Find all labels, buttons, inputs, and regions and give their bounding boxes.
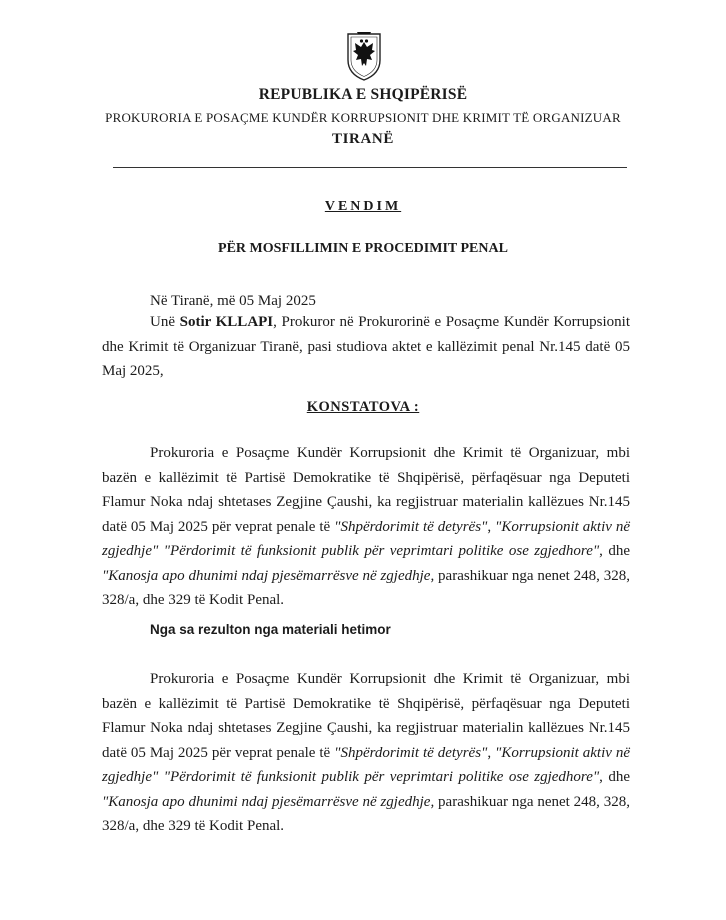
p1-italic-1: "Shpërdorimit të detyrës" [334,518,488,535]
albanian-coat-of-arms-icon [344,30,384,82]
p1-text-4: parashikuar nga nenet 248, 328, 328/a, dhe 329 të Kodit Penal. [102,567,630,608]
section-heading: KONSTATOVA : [306,399,420,415]
p2-text-2: , [487,744,496,761]
country-name: REPUBLIKA E SHQIPËRISË [258,86,468,103]
p2-text-4: parashikuar nga nenet 248, 328, 328/a, dhe 329 të Kodit Penal. [102,793,630,834]
p2-italic-2: "Korrupsionit aktiv në zgjedhje" "Përdorimit të funksionit publik për veprimtari politike ose zgjedhore" [102,744,631,785]
p2-italic-3: "Kanosja apo dhunimi ndaj pjesëmarrësve në zgjedhje, [102,793,435,810]
intro-paragraph [102,310,630,384]
paragraph-2 [102,667,630,839]
document-title: VENDIM [324,199,402,214]
intro-rest: , Prokuror në Prokurorinë e Posaçme Kundër Korrupsionit dhe Krimit të Organizuar Tiranë, pasi studiova aktet e kallëzimit penal Nr.145 datë 05 Maj 2025, [102,314,631,379]
p2-text-3: , dhe [599,769,630,785]
institution-name: PROKURORIA E POSAÇME KUNDËR KORRUPSIONIT DHE KRIMIT TË ORGANIZUAR [105,110,621,125]
city-name: TIRANË [332,131,394,147]
p1-text-2: , [487,518,496,535]
document-subtitle: PËR MOSFILLIMIN E PROCEDIMIT PENAL [218,241,508,256]
header-divider [113,167,627,168]
prosecutor-name: Sotir KLLAPI [179,314,274,330]
p1-text-1: Prokuroria e Posaçme Kundër Korrupsionit dhe Krimit të Organizuar, mbi bazën e kallëzimit të Partisë Demokratike të Shqipërisë, përfaqësuar nga Deputeti Flamur Noka ndaj shtetases Zegjine Çaushi, ka regjistruar materialin kallëzues Nr.145 datë 05 Maj 2025 për veprat penale të [102,445,630,535]
p1-italic-2: "Korrupsionit aktiv në zgjedhje" "Përdorimit të funksionit publik për veprimtari politike ose zgjedhore" [102,518,631,559]
p2-italic-1: "Shpërdorimit të detyrës" [334,744,488,761]
paragraph-1 [102,441,630,613]
subheading: Nga sa rezulton nga materiali hetimor [150,622,391,637]
intro-lead: Unë [150,314,180,330]
dateline: Në Tiranë, më 05 Maj 2025 [150,293,316,309]
p2-text-1: Prokuroria e Posaçme Kundër Korrupsionit dhe Krimit të Organizuar, mbi bazën e kallëzimit të Partisë Demokratike të Shqipërisë, përfaqësuar nga Deputeti Flamur Noka ndaj shtetases Zegjine Çaushi, ka regjistruar materialin kallëzues Nr.145 datë 05 Maj 2025 për veprat penale të [102,671,630,761]
p1-text-3: , dhe [599,543,630,559]
p1-italic-3: "Kanosja apo dhunimi ndaj pjesëmarrësve në zgjedhje, [102,567,435,584]
